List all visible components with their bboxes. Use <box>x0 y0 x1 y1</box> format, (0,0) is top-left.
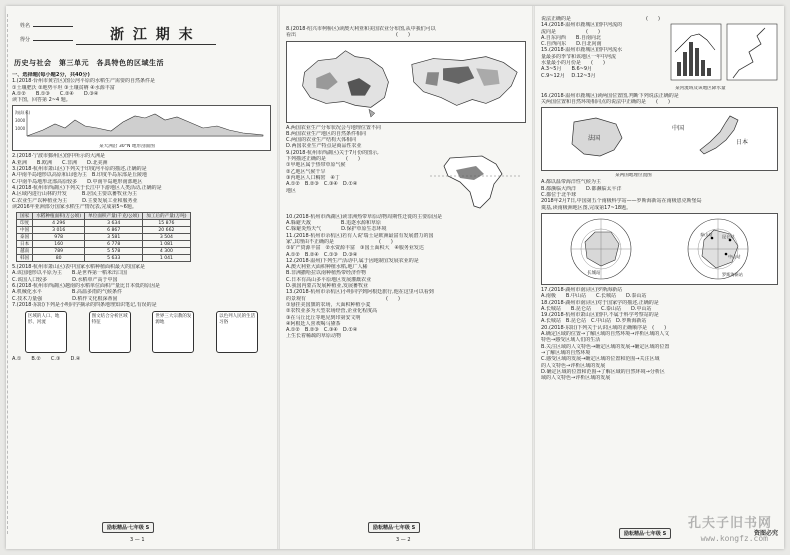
text-line: 家',其理由不正确的是 ( ) <box>286 238 393 245</box>
header <box>6 6 277 56</box>
brand-badge: 励耘精品·七年级 S <box>102 522 154 533</box>
text-line: A.确定区域的位置→了解区域的自然环境→评析区域的人文 <box>541 331 670 338</box>
text-line: A.①② B.②③ C.③④ D.①④ <box>286 327 358 334</box>
text-line: 下列描述正确的是 ( ) <box>286 156 360 163</box>
text-line: 特色→感受区域人们的生活 <box>541 337 601 344</box>
table-header: 国家 <box>17 213 33 220</box>
table-cell: 3 634 <box>85 220 143 227</box>
text-line: ③在马丘比丘等地见到印第安文明 <box>286 314 361 321</box>
text-line: B.都濒临大西洋 D.都濒临太平洋 <box>541 185 622 192</box>
map-label-china: 中国 <box>672 125 685 133</box>
table-header: 单位面积产量(千克/公顷) <box>85 213 143 220</box>
map-label-japan: 日本 <box>736 139 749 147</box>
table-cell: 1 041 <box>143 255 190 262</box>
text-line: 3.(2018·杭州市萧山区)下列关于印度河平原的描述,正确的是 <box>12 166 147 173</box>
table-cell: 160 <box>33 241 85 248</box>
table-row <box>17 248 191 255</box>
table-cell: 3 504 <box>143 234 190 241</box>
page-1 <box>6 6 277 549</box>
note-box: 区域的人口、地形、河流 <box>25 311 67 353</box>
text-line: B.两国农业生产地区的自然条件相同 <box>286 130 367 137</box>
table-cell: 15 876 <box>143 220 190 227</box>
text-line: C.该国人口较多 D.水稻单产高于中国 <box>12 276 118 283</box>
text-line: C.躲避炎热天气 D.保护草原生态环境 <box>286 226 387 233</box>
map-label-taishan: 泰山站 <box>700 231 713 237</box>
text-line: A.长城站 B.昆仑站 C.中山站 D.罗斯海新站 <box>541 318 647 325</box>
text-line: C.自西向东 D.自北向南 <box>541 41 602 48</box>
text-line: 7.(2018·东阳)下列是小明同学摘录的四条地理知识笔记,有误的是 <box>12 301 157 308</box>
table-cell: 978 <box>33 234 85 241</box>
binding-margin <box>7 14 12 534</box>
grade-field[interactable]: 得分 <box>20 36 73 43</box>
table-cell: 5 578 <box>85 248 143 255</box>
table-row <box>17 227 191 234</box>
text-line: A.都以温带海洋性气候为主 <box>541 179 601 186</box>
page-2 <box>280 6 532 549</box>
figure-caption: 某两国地理位置图 <box>615 173 652 179</box>
text-line: 17.(2018·湖州市南浔区)罗斯海新站 <box>541 286 623 293</box>
watermark: 孔夫子旧书网 <box>687 516 772 531</box>
text-line: 13.(2018·杭州市余杭区)小明同学到阿根廷旅行,他在这里可以看到 <box>286 289 434 296</box>
table-row <box>17 241 191 248</box>
text-line: ②乙地区气候干旱 <box>286 168 326 175</box>
table-cell: 80 <box>33 255 85 262</box>
text-line: 奠基,读南极洲地区图,完成第17~18题。 <box>541 204 632 211</box>
text-line: C.农业生产以种植业为主 D.主要发展工业和服务业 <box>12 197 138 204</box>
text-line: A.① B.② C.③ D.④ <box>12 356 81 363</box>
text-line: ①土壤肥沃 ②地势平坦 ③土壤贫瘠 ④水源丰富 <box>12 84 115 91</box>
agriculture-maps-figure <box>286 41 526 123</box>
map-label-changcheng: 长城站 <box>586 270 601 276</box>
text-line: 上生长着稀疏的草原动物 <box>286 333 342 340</box>
text-line: D.确定区域的位置和范围→了解区域的自然环境→分析区 <box>541 368 665 375</box>
text-line: 8.(2018·绍兴市柯桥区)读澳大利亚和美国农业分布图,从中我们可以 <box>286 26 436 32</box>
text-line: A.①② B.②③ C.③④ D.①④ <box>286 181 358 188</box>
antarctica-map-left <box>565 216 637 282</box>
text-line: C.日本有高山多平原地区发展灌溉农业 <box>286 276 372 283</box>
text-line: 2018年2月7日,中国第五个南极科学站——罗斯海新站在南极恩克斯堡岛 <box>541 198 702 205</box>
svg-text:海拔(米): 海拔(米) <box>15 110 31 116</box>
table-cell: 1 081 <box>143 241 190 248</box>
text-line: ④阿根廷人喜欢喝马黛茶 <box>286 320 341 327</box>
text-line: 16.(2018·温州市鹿城区)读两国位置图,判断下列说法正确的是 <box>541 92 679 99</box>
table-cell: 6 778 <box>85 241 143 248</box>
text-line: A.亚洲 B.欧洲 C.非洲 D.北美洲 <box>12 159 108 166</box>
table-cell: 4 296 <box>33 220 85 227</box>
note-box: 图文结合分析区域特征 <box>89 311 131 353</box>
japan-map <box>660 110 772 164</box>
figure-caption: 某大洲沿 30°N 地形剖面图 <box>99 144 155 150</box>
text-line: 读2016年亚洲部分国家水稻生产情况表,完成第5~6题。 <box>12 203 137 210</box>
two-countries-figure <box>541 107 778 171</box>
text-line: A.3~5月 B.6~9月 <box>541 66 593 73</box>
table-cell: 印度 <box>17 220 33 227</box>
table-cell: 泰国 <box>17 234 33 241</box>
table-row <box>17 255 191 262</box>
text-line: C.感受区域的发展→确定区域的位置和范围→关注区域 <box>541 356 660 363</box>
text-line: 关两国位置和自然环境相同点的说法中正确的是 ( ) <box>541 98 670 105</box>
copyright-mark: 资图必究 <box>753 530 778 537</box>
text-line: A.南极 B.中山站 C.长城站 D.泰山站 <box>541 293 647 300</box>
text-line: 流向是 ( ) <box>541 28 600 35</box>
text-line: A.躲避天敌 B.追逐水源和草原 <box>286 220 381 227</box>
text-line: C.中南半岛地形北部高原较多 D.中南半岛地形南部地区 <box>12 178 143 185</box>
text-line: A.两国农业生产分布状况会与地理位置不同 <box>286 124 381 131</box>
text-line: →了解区域的自然环境 <box>541 349 591 356</box>
text-line: D.我国内蒙古发展种植业,发展畜牧业 <box>286 283 369 290</box>
text-line: 1.(2018·台州市黄岩区)图公河平原的水稻生产需要的自然条件是 <box>12 78 155 85</box>
text-line: A.中南半岛地形以高原和山地为主 B.印度半岛东部是丘陵地 <box>12 172 147 179</box>
antarctica-figure <box>541 213 778 285</box>
table-row <box>17 220 191 227</box>
usa-map <box>404 42 525 120</box>
watermark-url: www.kongfz.com <box>700 534 768 543</box>
text-line: 6.(2018·杭州市西湖区)越南的水稻单位面积产量比日本低的原因是 <box>12 283 160 290</box>
text-line: 读下图，回答第 2~4 题。 <box>12 97 71 104</box>
text-line: B.非洲撒哈拉以南种植热带经济作物 <box>286 270 367 277</box>
text-line: C.9~12月 D.12~3月 <box>541 72 596 79</box>
map-label-rossnew: 罗斯海新站 <box>722 271 744 277</box>
table-header: 加工后的产量(万吨) <box>143 213 190 220</box>
page-number: 3 — 2 <box>396 537 411 543</box>
table-cell: 日本 <box>17 241 33 248</box>
text-line: A.①② B.②④ C.①③ D.③④ <box>286 251 358 258</box>
text-line: 的人文特色→评析区域的发展 <box>541 362 606 369</box>
text-line: 9.(2018·杭州市西湖区)关于7月份的图示, <box>286 149 379 156</box>
text-line: 15.(2018·温州市鹿城区)图中河流水 <box>541 47 623 54</box>
text-line: B.关注区域的人文特色→确定区域的发展→确定区域的位置 <box>541 343 670 350</box>
text-line: 14.(2018·温州市鹿城区)图中河流的 <box>541 22 623 29</box>
text-line: ②农牧业多为大型农场经营,企业化程度高 <box>286 308 378 315</box>
map-label-france: 法国 <box>588 135 601 143</box>
terrain-profile-svg <box>13 106 269 142</box>
text-line: 18.(2018·湖州市南浔区)对于国家学的描述,正确的是 <box>541 299 659 306</box>
text-line: ①甲地区属于热带草原气候 <box>286 162 346 169</box>
table-cell: 789 <box>33 248 85 255</box>
rice-production-table <box>16 212 191 262</box>
title-divider <box>76 44 216 45</box>
text-line: A.区域内进行山林的开发 B.居民主要以畜牧业为主 <box>12 191 137 198</box>
terrain-profile-figure <box>12 105 271 151</box>
figure-caption: 某河流域及该地区降水量 <box>675 86 726 92</box>
unit-subtitle: 历史与社会 第三单元 各具特色的区域生活 <box>14 58 164 67</box>
text-line: ①矿产资源丰富 ②水资源丰富 ③国土面积大 ④服务业发达 <box>286 245 424 252</box>
table-cell: 5 633 <box>85 255 143 262</box>
table-cell: 3 581 <box>85 234 143 241</box>
page-number: 3 — 1 <box>130 537 145 543</box>
note-box: 世界三大宗教的发源地 <box>152 311 194 353</box>
france-map <box>544 110 656 164</box>
text-line: 2.(2018·宁波市鄞州区)图中所示的大洲是 <box>12 153 105 160</box>
table-cell: 越南 <box>17 248 33 255</box>
table-cell: 中国 <box>17 227 33 234</box>
text-line: 域的人文特色→评析区域的发展 <box>541 375 611 382</box>
page-title: 浙 江 期 末 <box>110 27 195 43</box>
text-line: ①悬挂美国旗的农场，大面积种植小麦 <box>286 301 371 308</box>
map-label-kunlun: 昆仑站 <box>722 233 735 239</box>
text-line: 5.(2018·杭州市萧山区)表中国家水稻种植面积最大的国家是 <box>12 264 145 271</box>
section-title: 一、选择题(每小题2分，共40分) <box>12 72 90 78</box>
text-line: 水量最小的月份是 ( ) <box>541 60 605 67</box>
australia-map <box>287 42 404 120</box>
text-line: A.自东向西 B.自南向北 <box>541 34 601 41</box>
text-line: 11.(2018·杭州市余杭区)若有人说'瑞士是欧洲最富有发展潜力的国 <box>286 232 434 239</box>
river-question-block <box>535 22 784 86</box>
text-line: 10.(2018·杭州市西湖区)读非洲热带草原动物周期性迁徙的主要原因是 <box>286 213 443 220</box>
text-line: 地区 <box>286 187 297 194</box>
text-line: D.两国农业生产特点是商品性农业 <box>286 143 362 150</box>
table-cell: 韩国 <box>17 255 33 262</box>
text-line: 20.(2018·东阳)下列关于认识区域的正确顺序是 ( ) <box>541 324 667 331</box>
text-line: C.两国的农业生产结构大体相同 <box>286 137 357 144</box>
name-field[interactable]: 姓名 <box>20 22 73 29</box>
text-line: A.澳大利亚大面积种植水稻,地广人稀 <box>286 264 368 271</box>
table-cell: 6 867 <box>85 227 143 234</box>
text-line: 的景观有 ( ) <box>286 295 400 302</box>
text-line: A.长城站 B.昆仑站 C.泰山站 D.中山站 <box>541 305 652 312</box>
text-line: 说法正确的是 ( ) <box>541 16 660 22</box>
svg-text:3000: 3000 <box>15 118 26 124</box>
note-boxes <box>14 311 269 353</box>
antarctica-map-right <box>682 216 754 282</box>
text-line: 看出 ( ) <box>286 32 410 39</box>
text-line: A.该国地形以平原为主 B.是世界第一稻米出口国 <box>12 270 127 277</box>
table-cell: 4 300 <box>143 248 190 255</box>
table-row <box>17 234 191 241</box>
table-cell: 3 016 <box>33 227 85 234</box>
table-cell: 20 662 <box>143 227 190 234</box>
africa-question-block <box>280 150 532 214</box>
text-line: 12.(2018·温州)下列生产活动中,属于因地制宜发展农业的是 <box>286 257 419 264</box>
exam-sheet <box>6 6 784 549</box>
text-line: ③丙地区人口稠密 ④丁 <box>286 174 340 181</box>
table-header-row <box>17 213 191 220</box>
text-line: 4.(2018·杭州市西湖区)下列关于长江中下游地区人类活动,正确的是 <box>12 184 162 191</box>
text-line: C.都位于北半球 <box>541 192 577 199</box>
table-header: 水稻种植面积(万公顷) <box>33 213 85 220</box>
river-precipitation-figure <box>669 22 779 84</box>
map-label-zhongshan: 中山站 <box>728 253 741 259</box>
text-line: A.机械化水平 B.高温多雨的气候条件 <box>12 289 122 296</box>
text-line: 19.(2018·杭州市萧山区)图中,不属于科学考察站的是 <box>541 312 659 319</box>
svg-text:1000: 1000 <box>15 126 26 132</box>
text-line: A.①② B.①③ C.②④ D.③④ <box>12 90 99 97</box>
page-3 <box>535 6 784 549</box>
brand-badge: 励耘精品·七年级 S <box>619 528 671 539</box>
note-box: 以色列人民的生活习俗 <box>216 311 258 353</box>
brand-badge: 励耘精品·七年级 S <box>368 522 420 533</box>
text-line: C.技术力量强 D.稻作文化根深蒂固 <box>12 295 118 302</box>
africa-map <box>430 150 522 212</box>
text-line: 量最多的季节和该地区一年中河流 <box>541 53 617 60</box>
